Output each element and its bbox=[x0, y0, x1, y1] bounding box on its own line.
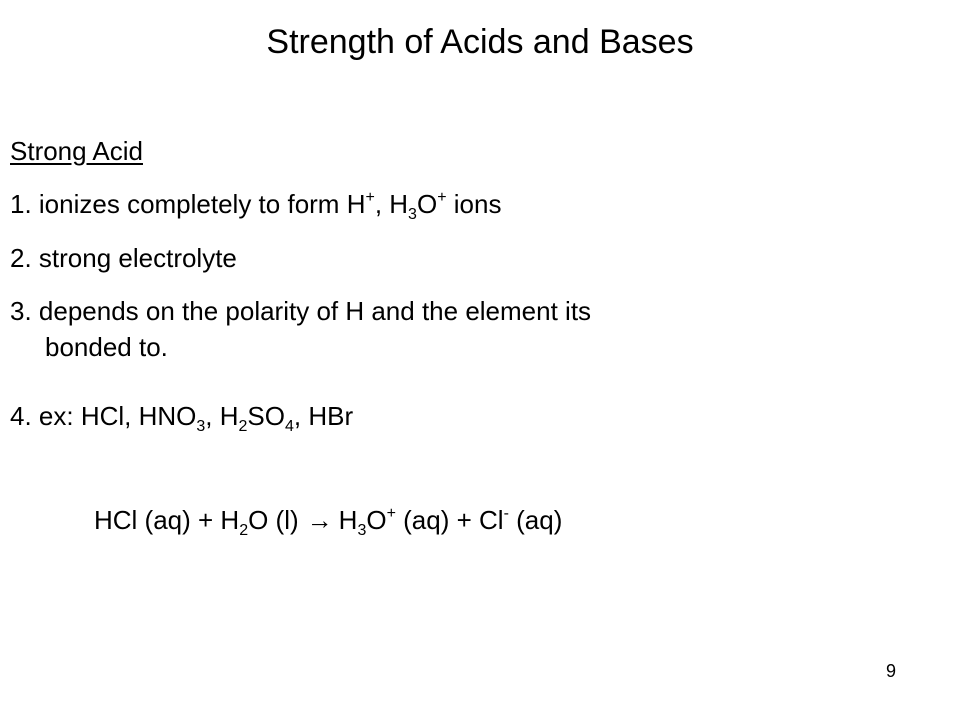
eq-part2: O (l) bbox=[248, 505, 299, 535]
item4-prefix: 4. ex: HCl, HNO bbox=[10, 401, 197, 431]
section-heading-strong-acid: Strong Acid bbox=[10, 136, 143, 166]
item4-sub1: 3 bbox=[196, 418, 206, 435]
list-item-ionizes bbox=[10, 187, 501, 221]
eq-part5: (aq) + Cl bbox=[395, 505, 504, 535]
item1-prefix: 1. ionizes completely to form H bbox=[10, 189, 366, 219]
eq-part6: (aq) bbox=[508, 505, 563, 535]
item1-mid1: , H bbox=[374, 189, 409, 219]
eq-part4: O bbox=[366, 505, 387, 535]
item1-mid2: O bbox=[416, 189, 438, 219]
item1-sup1: + bbox=[365, 189, 375, 206]
eq-sub2: 3 bbox=[357, 522, 367, 539]
eq-sup2: - bbox=[503, 505, 509, 522]
item1-sub1: 3 bbox=[408, 206, 417, 223]
eq-part3: H bbox=[338, 505, 358, 535]
item4-suffix: , HBr bbox=[293, 401, 354, 431]
eq-sub1: 2 bbox=[239, 522, 249, 539]
item4-mid1: , H bbox=[205, 401, 239, 431]
ionization-equation bbox=[94, 503, 562, 537]
eq-part1: HCl (aq) + H bbox=[94, 505, 240, 535]
item1-sup2: + bbox=[437, 189, 447, 206]
list-item-examples bbox=[10, 399, 353, 433]
item4-mid2: SO bbox=[247, 401, 285, 431]
item1-suffix: ions bbox=[446, 189, 502, 219]
page-number: 9 bbox=[886, 661, 897, 681]
right-arrow-icon: → bbox=[306, 505, 333, 535]
eq-sup1: + bbox=[386, 505, 396, 522]
slide-title: Strength of Acids and Bases bbox=[266, 23, 694, 61]
list-item-electrolyte: 2. strong electrolyte bbox=[10, 243, 237, 273]
item4-sub2: 2 bbox=[238, 418, 248, 435]
item4-sub3: 4 bbox=[285, 418, 294, 435]
list-item-polarity-continuation: bonded to. bbox=[45, 332, 168, 362]
list-item-polarity: 3. depends on the polarity of H and the element its bbox=[10, 296, 592, 326]
